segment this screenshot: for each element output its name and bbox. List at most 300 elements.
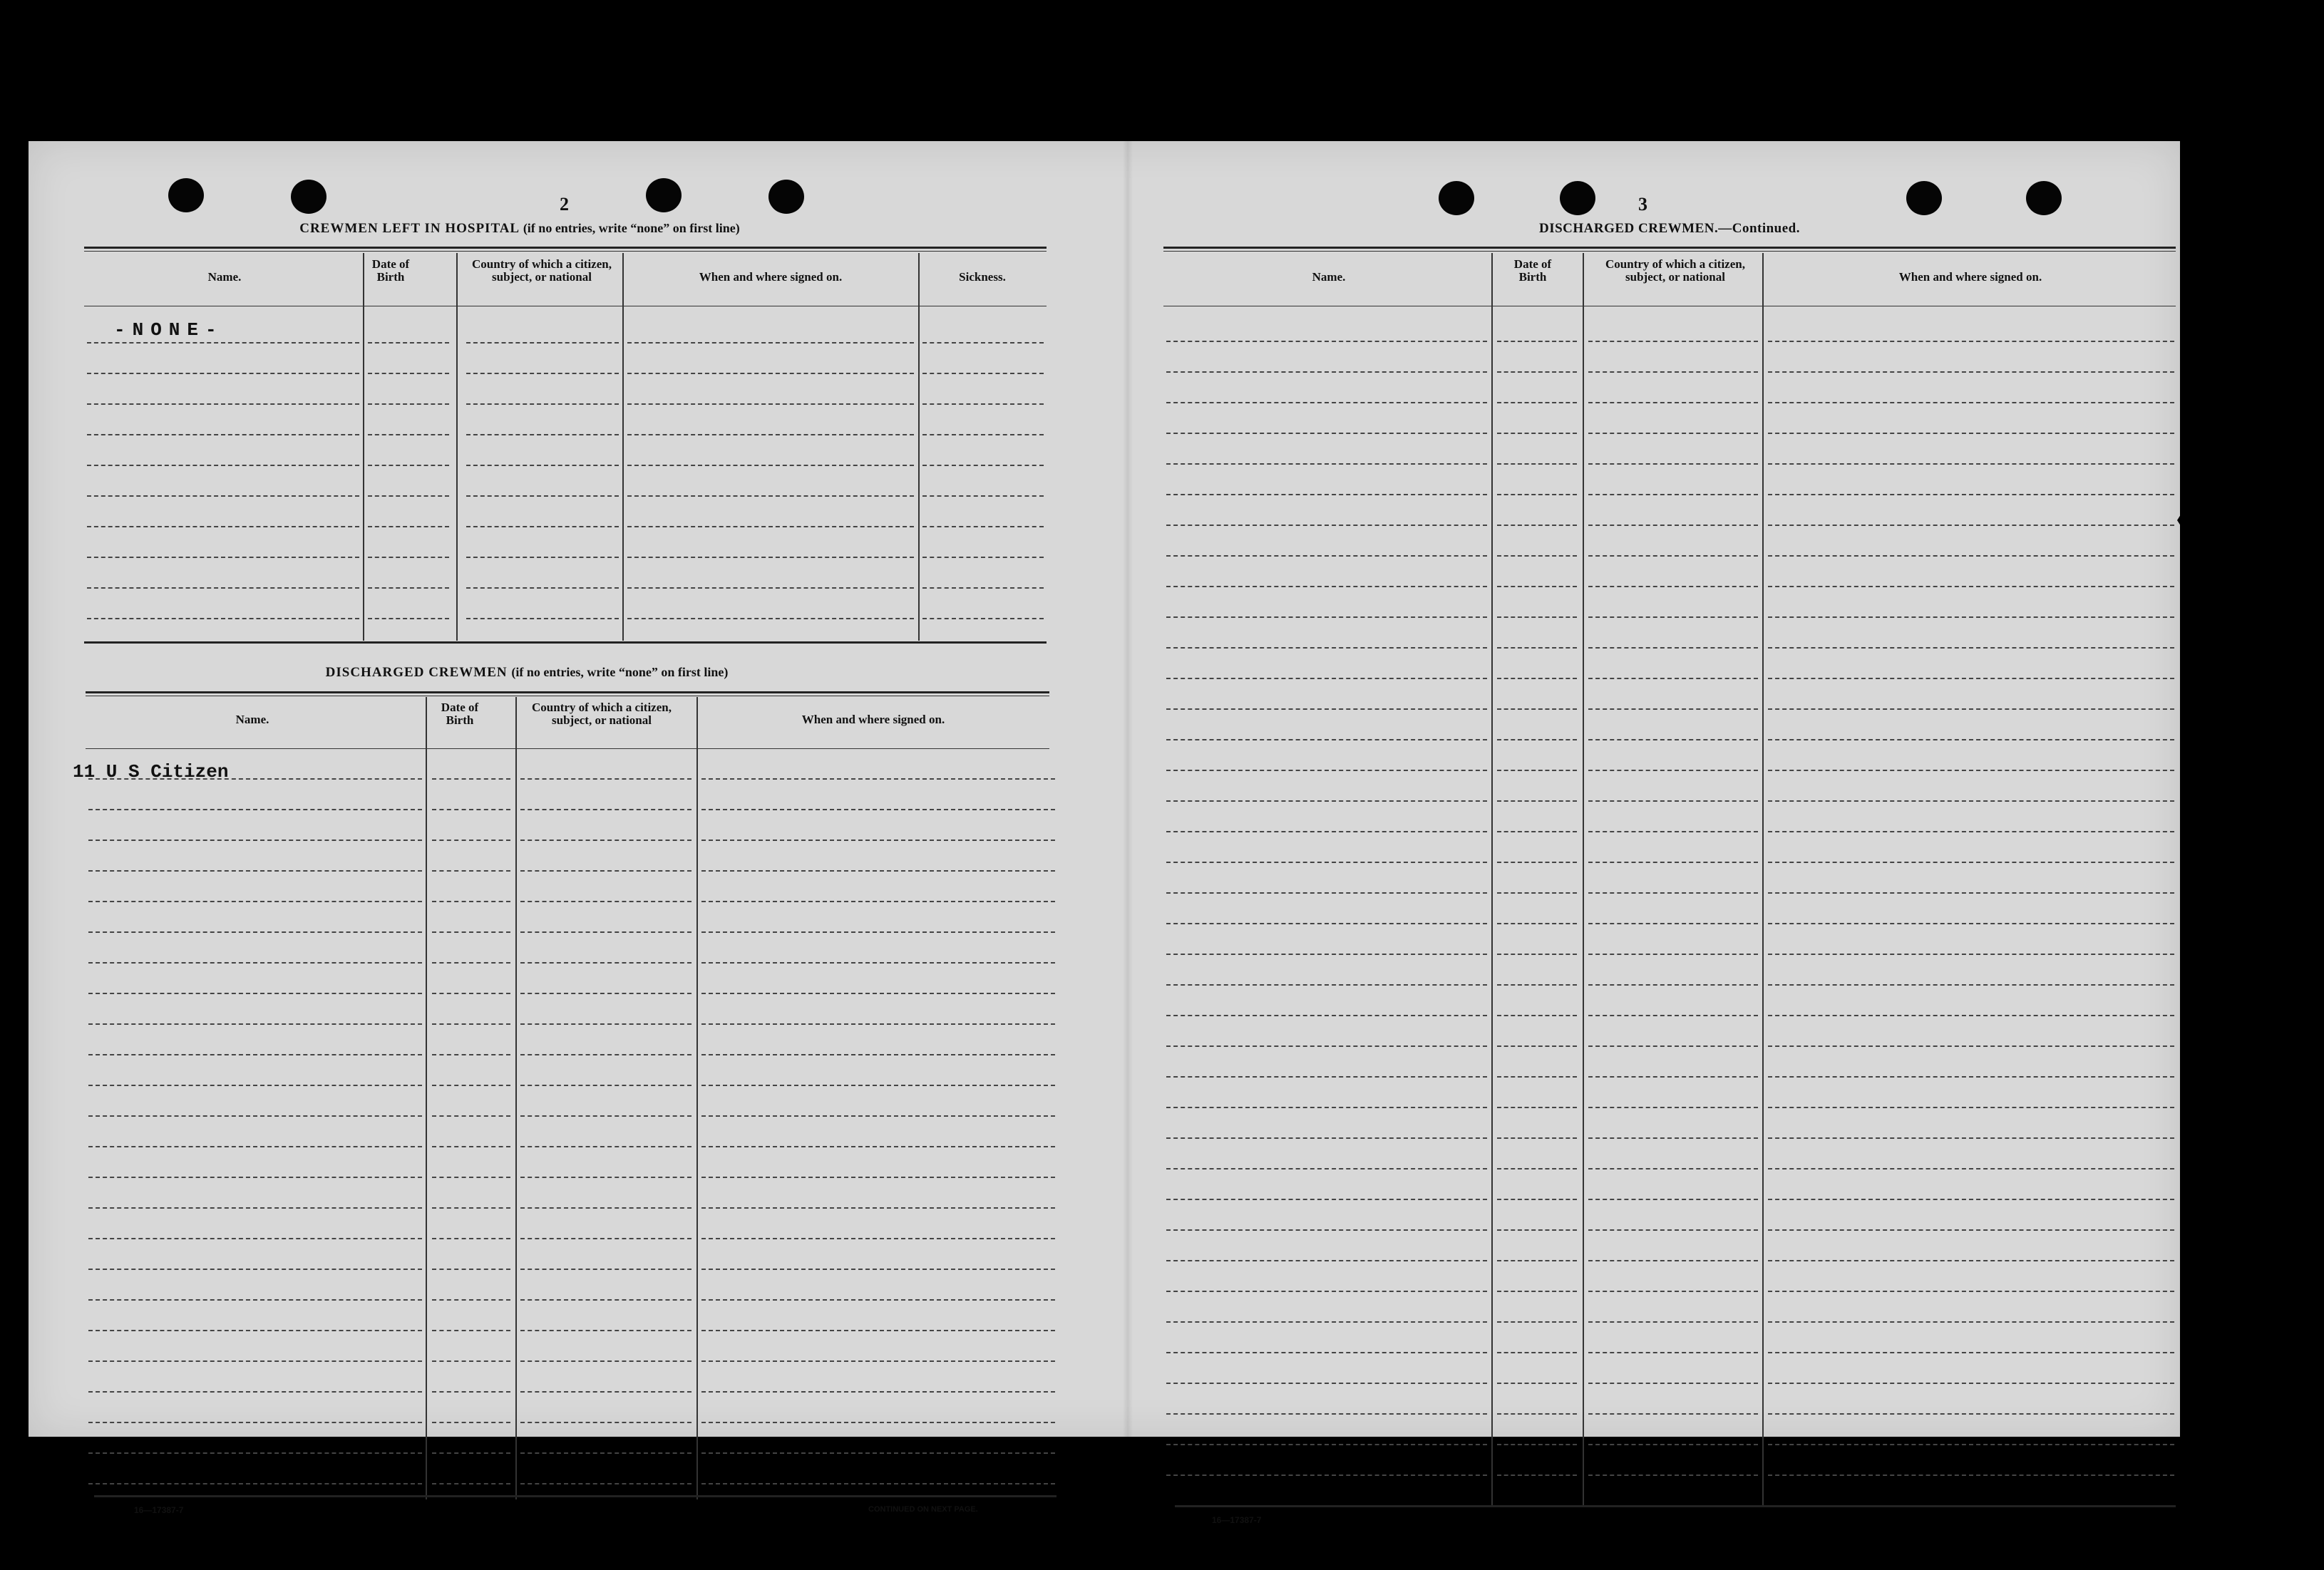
ruled-line xyxy=(1166,1168,1487,1169)
ruled-line xyxy=(88,840,422,841)
ruled-line xyxy=(88,1299,422,1301)
ruled-line xyxy=(1768,708,2174,710)
ruled-line xyxy=(1166,463,1487,465)
ruled-line xyxy=(432,778,510,780)
ruled-line xyxy=(1768,586,2174,587)
ruled-line xyxy=(1588,800,1758,802)
form-number: 16—17387-7 xyxy=(1212,1515,1262,1525)
ruled-line xyxy=(627,373,914,374)
ruled-line xyxy=(1497,800,1577,802)
ruled-line xyxy=(1588,1076,1758,1078)
ruled-line xyxy=(432,1330,510,1331)
ruled-line xyxy=(87,465,359,466)
ruled-line xyxy=(1768,1199,2174,1200)
ruled-line xyxy=(701,1391,1055,1393)
ruled-line xyxy=(88,1023,422,1025)
col-country: Country of which a citizen, subject, or national xyxy=(472,257,612,284)
ruled-line xyxy=(701,870,1055,872)
ruled-line xyxy=(368,434,449,435)
discharged-continued-title: DISCHARGED CREWMEN.—Continued. xyxy=(1538,221,1801,236)
punch-hole-icon xyxy=(646,178,682,212)
ruled-line xyxy=(627,587,914,589)
ruled-line xyxy=(1166,800,1487,802)
ruled-line xyxy=(1497,647,1577,649)
punch-hole-icon xyxy=(168,178,204,212)
ruled-line xyxy=(432,1299,510,1301)
ruled-line xyxy=(1166,647,1487,649)
ruled-line xyxy=(88,1360,422,1362)
ruled-line xyxy=(88,962,422,964)
ruled-line xyxy=(432,1207,510,1209)
ruled-line xyxy=(1497,770,1577,771)
ruled-line xyxy=(520,1177,691,1178)
ruled-line xyxy=(1768,1107,2174,1108)
col-country: Country of which a citizen, subject, or national xyxy=(532,701,672,727)
ruled-line xyxy=(432,809,510,810)
ruled-line xyxy=(701,1360,1055,1362)
ruled-line xyxy=(520,1207,691,1209)
ruled-line xyxy=(1768,1352,2174,1353)
ruled-line xyxy=(432,1177,510,1178)
ruled-line xyxy=(1166,1015,1487,1016)
punch-hole-icon xyxy=(1560,181,1595,215)
ruled-line xyxy=(1166,1229,1487,1231)
ruled-line xyxy=(701,1177,1055,1178)
ruled-line xyxy=(432,1115,510,1117)
punch-hole-icon xyxy=(2026,181,2062,215)
ruled-line xyxy=(87,587,359,589)
ruled-line xyxy=(1588,739,1758,740)
ruled-line xyxy=(1768,1413,2174,1415)
ruled-line xyxy=(701,993,1055,994)
page-number: 3 xyxy=(1638,194,1647,215)
ruled-line xyxy=(1588,954,1758,955)
ruled-line xyxy=(1588,1045,1758,1047)
ruled-line xyxy=(1588,463,1758,465)
ruled-line xyxy=(1497,616,1577,618)
col-name: Name. xyxy=(235,713,269,726)
ruled-line xyxy=(1497,525,1577,526)
ruled-line xyxy=(1497,463,1577,465)
ruled-line xyxy=(1768,1475,2174,1476)
col-date-of-birth: Date of Birth xyxy=(1513,257,1552,284)
col-country: Country of which a citizen, subject, or national xyxy=(1605,257,1745,284)
ruled-line xyxy=(1588,984,1758,986)
ruled-line xyxy=(1166,1475,1487,1476)
ruled-line xyxy=(368,618,449,619)
ruled-line xyxy=(466,587,619,589)
ruled-line xyxy=(1497,1260,1577,1261)
ruled-line xyxy=(627,526,914,527)
ruled-line xyxy=(701,1085,1055,1086)
ruled-line xyxy=(368,587,449,589)
ruled-line xyxy=(88,1391,422,1393)
ruled-line xyxy=(1166,525,1487,526)
ruled-line xyxy=(1768,525,2174,526)
ruled-line xyxy=(1497,923,1577,924)
punch-hole-icon xyxy=(1906,181,1942,215)
ruled-line xyxy=(1166,586,1487,587)
ruled-line xyxy=(701,1452,1055,1454)
ruled-line xyxy=(432,1452,510,1454)
ruled-line xyxy=(627,495,914,497)
ruled-line xyxy=(1497,1107,1577,1108)
ruled-line xyxy=(701,1269,1055,1270)
ruled-line xyxy=(1166,1045,1487,1047)
ruled-line xyxy=(1768,555,2174,557)
ruled-line xyxy=(1768,463,2174,465)
ruled-line xyxy=(88,1483,422,1484)
hospital-entry: -NONE- xyxy=(114,319,224,341)
ruled-line xyxy=(1768,494,2174,495)
ruled-line xyxy=(1588,923,1758,924)
ruled-line xyxy=(1497,984,1577,986)
ruled-line xyxy=(1768,862,2174,863)
ruled-line xyxy=(1166,1321,1487,1323)
ruled-line xyxy=(88,1452,422,1454)
ruled-line xyxy=(432,1269,510,1270)
ruled-line xyxy=(520,993,691,994)
ruled-line xyxy=(466,373,619,374)
ruled-line xyxy=(1768,1260,2174,1261)
ruled-line xyxy=(1588,862,1758,863)
ruled-line xyxy=(701,1422,1055,1423)
ruled-line xyxy=(88,1422,422,1423)
ruled-line xyxy=(1768,1291,2174,1292)
ruled-line xyxy=(368,557,449,558)
ruled-line xyxy=(432,1238,510,1239)
ruled-line xyxy=(1497,1321,1577,1323)
ruled-line xyxy=(520,901,691,902)
ruled-line xyxy=(520,1146,691,1147)
hospital-section-title: CREWMEN LEFT IN HOSPITAL (if no entries, write “none” on first line) xyxy=(299,221,740,236)
ruled-line xyxy=(627,342,914,344)
ruled-line xyxy=(88,1269,422,1270)
page-number: 2 xyxy=(560,194,569,215)
col-name: Name. xyxy=(1312,270,1346,284)
ruled-line xyxy=(1497,433,1577,434)
ruled-line xyxy=(432,870,510,872)
ruled-line xyxy=(368,495,449,497)
ruled-line xyxy=(88,1054,422,1055)
ruled-line xyxy=(1588,1444,1758,1445)
punch-hole-icon xyxy=(291,180,327,214)
ruled-line xyxy=(1497,402,1577,403)
ruled-line xyxy=(87,434,359,435)
ruled-line xyxy=(1497,1291,1577,1292)
ruled-line xyxy=(432,993,510,994)
ruled-line xyxy=(701,809,1055,810)
ruled-line xyxy=(88,1177,422,1178)
ruled-line xyxy=(1768,954,2174,955)
ruled-line xyxy=(1768,770,2174,771)
ruled-line xyxy=(88,1115,422,1117)
ruled-line xyxy=(922,342,1044,344)
document-sheet xyxy=(29,141,2180,1525)
ruled-line xyxy=(520,962,691,964)
ruled-line xyxy=(1588,1413,1758,1415)
ruled-line xyxy=(922,434,1044,435)
ruled-line xyxy=(1768,616,2174,618)
ruled-line xyxy=(1588,1260,1758,1261)
ruled-line xyxy=(368,526,449,527)
ruled-line xyxy=(1588,770,1758,771)
ruled-line xyxy=(1588,1291,1758,1292)
ruled-line xyxy=(1166,739,1487,740)
col-signed-on: When and where signed on. xyxy=(699,270,843,284)
ruled-line xyxy=(432,840,510,841)
ruled-line xyxy=(1588,371,1758,373)
ruled-line xyxy=(1768,1137,2174,1139)
ruled-line xyxy=(1768,402,2174,403)
col-name: Name. xyxy=(207,270,242,284)
ruled-line xyxy=(627,403,914,405)
ruled-line xyxy=(432,931,510,933)
ruled-line xyxy=(1768,831,2174,832)
ruled-line xyxy=(520,1269,691,1270)
ruled-line xyxy=(1768,1076,2174,1078)
ruled-line xyxy=(1768,1015,2174,1016)
ruled-line xyxy=(432,1422,510,1423)
ruled-line xyxy=(466,618,619,619)
ruled-line xyxy=(1588,1015,1758,1016)
ruled-line xyxy=(1497,1076,1577,1078)
ruled-line xyxy=(466,557,619,558)
ruled-line xyxy=(701,1238,1055,1239)
ruled-line xyxy=(520,1391,691,1393)
ruled-line xyxy=(701,1207,1055,1209)
ruled-line xyxy=(1166,708,1487,710)
punch-hole-icon xyxy=(768,180,804,214)
ruled-line xyxy=(466,403,619,405)
ruled-line xyxy=(701,901,1055,902)
ruled-line xyxy=(1166,494,1487,495)
ruled-line xyxy=(520,1360,691,1362)
ruled-line xyxy=(368,465,449,466)
ruled-line xyxy=(520,1054,691,1055)
ruled-line xyxy=(1497,708,1577,710)
ruled-line xyxy=(1166,555,1487,557)
col-date-of-birth: Date of Birth xyxy=(441,701,479,727)
ruled-line xyxy=(1588,831,1758,832)
ruled-line xyxy=(1588,341,1758,342)
ruled-line xyxy=(87,342,359,344)
ruled-line xyxy=(1768,1168,2174,1169)
ruled-line xyxy=(432,1391,510,1393)
ruled-line xyxy=(1166,616,1487,618)
ruled-line xyxy=(1588,1168,1758,1169)
ruled-line xyxy=(520,931,691,933)
ruled-line xyxy=(1497,1168,1577,1169)
ruled-line xyxy=(1768,647,2174,649)
ruled-line xyxy=(1588,1107,1758,1108)
ruled-line xyxy=(1497,1015,1577,1016)
ruled-line xyxy=(922,373,1044,374)
ruled-line xyxy=(1166,1383,1487,1384)
ruled-line xyxy=(466,342,619,344)
punch-hole-icon xyxy=(1439,181,1474,215)
ruled-line xyxy=(466,495,619,497)
ruled-line xyxy=(368,403,449,405)
ruled-line xyxy=(87,373,359,374)
ruled-line xyxy=(1768,984,2174,986)
ruled-line xyxy=(1497,1229,1577,1231)
col-sickness: Sickness. xyxy=(959,270,1006,284)
ruled-line xyxy=(88,1238,422,1239)
ruled-line xyxy=(88,870,422,872)
ruled-line xyxy=(432,1085,510,1086)
ruled-line xyxy=(1497,1475,1577,1476)
ruled-line xyxy=(1768,1229,2174,1231)
ruled-line xyxy=(520,870,691,872)
ruled-line xyxy=(1497,1444,1577,1445)
ruled-line xyxy=(1166,862,1487,863)
ruled-line xyxy=(520,1422,691,1423)
col-date-of-birth: Date of Birth xyxy=(371,257,410,284)
ruled-line xyxy=(520,1452,691,1454)
ruled-line xyxy=(1768,371,2174,373)
ruled-line xyxy=(1166,831,1487,832)
ruled-line xyxy=(520,1483,691,1484)
ruled-line xyxy=(922,465,1044,466)
ruled-line xyxy=(368,342,449,344)
ruled-line xyxy=(1166,1352,1487,1353)
ruled-line xyxy=(1497,1352,1577,1353)
ruled-line xyxy=(1768,923,2174,924)
ruled-line xyxy=(922,495,1044,497)
ruled-line xyxy=(87,403,359,405)
ruled-line xyxy=(701,778,1055,780)
ruled-line xyxy=(701,1115,1055,1117)
ruled-line xyxy=(520,1023,691,1025)
ruled-line xyxy=(88,1146,422,1147)
ruled-line xyxy=(432,1054,510,1055)
ruled-line xyxy=(1497,1137,1577,1139)
ruled-line xyxy=(1588,1383,1758,1384)
ruled-line xyxy=(1768,1045,2174,1047)
ruled-line xyxy=(520,1238,691,1239)
ruled-line xyxy=(1497,371,1577,373)
ruled-line xyxy=(87,526,359,527)
ruled-line xyxy=(368,373,449,374)
ruled-line xyxy=(88,1330,422,1331)
ruled-line xyxy=(87,495,359,497)
ruled-line xyxy=(1497,739,1577,740)
ruled-line xyxy=(432,1146,510,1147)
ruled-line xyxy=(1588,586,1758,587)
ruled-line xyxy=(520,1330,691,1331)
ruled-line xyxy=(701,1299,1055,1301)
ruled-line xyxy=(1166,371,1487,373)
ruled-line xyxy=(1588,433,1758,434)
ruled-line xyxy=(627,618,914,619)
paper-edge-notch xyxy=(2177,505,2187,536)
ruled-line xyxy=(1166,892,1487,894)
ruled-line xyxy=(1497,678,1577,679)
ruled-line xyxy=(1497,1413,1577,1415)
ruled-line xyxy=(1588,1199,1758,1200)
ruled-line xyxy=(88,931,422,933)
ruled-line xyxy=(1166,1291,1487,1292)
ruled-line xyxy=(1166,1199,1487,1200)
ruled-line xyxy=(1497,1199,1577,1200)
ruled-line xyxy=(1768,341,2174,342)
ruled-line xyxy=(432,1483,510,1484)
ruled-line xyxy=(701,962,1055,964)
ruled-line xyxy=(701,1483,1055,1484)
top-rule xyxy=(84,247,1047,249)
ruled-line xyxy=(922,557,1044,558)
ruled-line xyxy=(1588,678,1758,679)
ruled-line xyxy=(432,1023,510,1025)
ruled-line xyxy=(1588,647,1758,649)
ruled-line xyxy=(701,1330,1055,1331)
ruled-line xyxy=(1166,1076,1487,1078)
ruled-line xyxy=(922,618,1044,619)
ruled-line xyxy=(1166,341,1487,342)
ruled-line xyxy=(88,809,422,810)
ruled-line xyxy=(1768,800,2174,802)
ruled-line xyxy=(1497,954,1577,955)
ruled-line xyxy=(1588,892,1758,894)
ruled-line xyxy=(1768,678,2174,679)
ruled-line xyxy=(1588,616,1758,618)
ruled-line xyxy=(1768,739,2174,740)
ruled-line xyxy=(1166,954,1487,955)
ruled-line xyxy=(701,1146,1055,1147)
ruled-line xyxy=(1497,862,1577,863)
ruled-line xyxy=(1497,831,1577,832)
ruled-line xyxy=(701,931,1055,933)
ruled-line xyxy=(922,526,1044,527)
ruled-line xyxy=(1497,1045,1577,1047)
ruled-line xyxy=(701,1054,1055,1055)
ruled-line xyxy=(432,901,510,902)
ruled-line xyxy=(87,557,359,558)
ruled-line xyxy=(1588,402,1758,403)
ruled-line xyxy=(87,618,359,619)
ruled-line xyxy=(1166,984,1487,986)
center-fold xyxy=(1123,141,1133,1437)
ruled-line xyxy=(1497,892,1577,894)
ruled-line xyxy=(1588,525,1758,526)
discharged-section-title-text: DISCHARGED CREWMEN (if no entries, write “none” on first line) xyxy=(325,665,729,680)
ruled-line xyxy=(88,1207,422,1209)
continued-note: CONTINUED ON NEXT PAGE. xyxy=(868,1505,978,1514)
ruled-line xyxy=(1588,1137,1758,1139)
ruled-line xyxy=(1166,923,1487,924)
ruled-line xyxy=(1768,1383,2174,1384)
ruled-line xyxy=(1768,433,2174,434)
ruled-line xyxy=(1166,678,1487,679)
discharged-entry: 11 U S Citizen xyxy=(73,761,229,783)
ruled-line xyxy=(922,403,1044,405)
ruled-line xyxy=(1768,892,2174,894)
ruled-line xyxy=(627,434,914,435)
ruled-line xyxy=(520,840,691,841)
ruled-line xyxy=(1166,770,1487,771)
ruled-line xyxy=(466,526,619,527)
ruled-line xyxy=(466,434,619,435)
ruled-line xyxy=(1588,1352,1758,1353)
ruled-line xyxy=(1166,1137,1487,1139)
ruled-line xyxy=(1497,586,1577,587)
ruled-line xyxy=(88,1085,422,1086)
ruled-line xyxy=(1166,1444,1487,1445)
ruled-line xyxy=(432,1360,510,1362)
ruled-line xyxy=(1768,1321,2174,1323)
ruled-line xyxy=(1166,1413,1487,1415)
